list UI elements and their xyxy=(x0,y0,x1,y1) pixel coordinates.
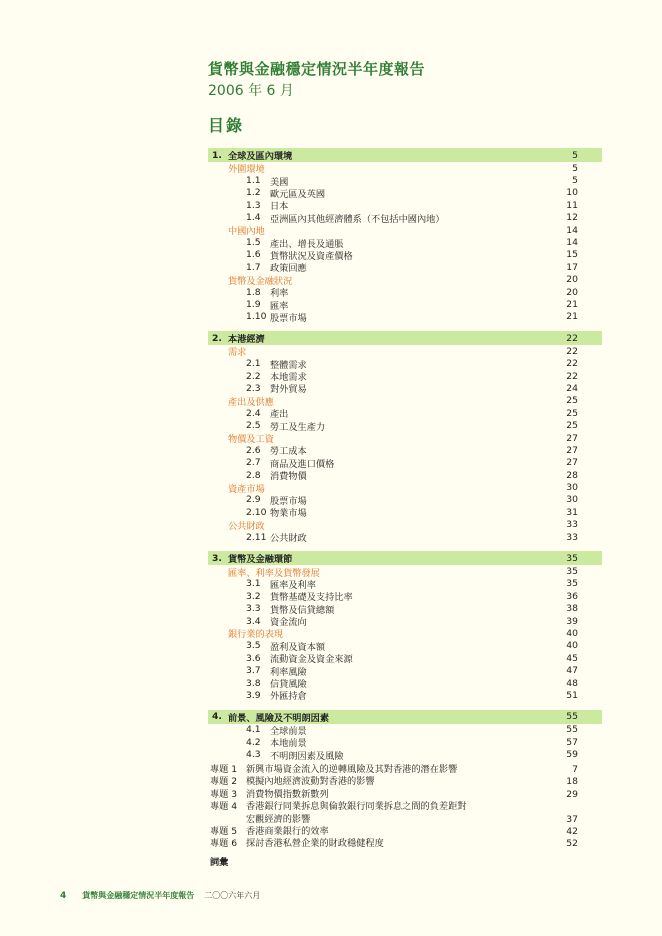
chapter-page: 22 xyxy=(566,332,578,344)
item-number: 1.4 xyxy=(246,212,261,224)
toc-item[interactable] xyxy=(208,615,602,627)
toc-item[interactable] xyxy=(208,590,602,602)
item-page: 51 xyxy=(566,689,578,701)
item-number: 1.10 xyxy=(246,311,267,323)
box-item[interactable] xyxy=(210,789,602,801)
toc-item[interactable] xyxy=(208,199,602,211)
item-page: 14 xyxy=(566,237,578,249)
item-page: 22 xyxy=(566,370,578,382)
chapter-number: 1. xyxy=(212,149,222,161)
item-number: 1.9 xyxy=(246,298,261,310)
item-page: 31 xyxy=(566,506,578,518)
toc-item[interactable] xyxy=(208,357,602,369)
toc-heading: 目錄 xyxy=(208,116,245,135)
box-list xyxy=(210,764,602,869)
chapter-row[interactable] xyxy=(208,148,602,162)
section-row[interactable] xyxy=(208,519,602,531)
section-page: 35 xyxy=(566,566,578,578)
item-title: 外匯持倉 xyxy=(270,691,307,703)
item-title: 本地前景 xyxy=(270,738,307,750)
box-item[interactable] xyxy=(210,826,602,838)
section-label: 資產市場 xyxy=(228,483,265,495)
item-title: 信貸風險 xyxy=(270,679,307,691)
section-page: 30 xyxy=(566,482,578,494)
box-number: 專題 6 xyxy=(210,838,238,850)
item-page: 17 xyxy=(566,261,578,273)
section-label: 銀行業的表現 xyxy=(228,629,284,641)
item-number: 3.9 xyxy=(246,689,261,701)
chapter-row[interactable] xyxy=(208,710,602,724)
toc-item[interactable] xyxy=(208,531,602,543)
toc-item[interactable] xyxy=(208,724,602,736)
box-number: 專題 5 xyxy=(210,826,238,838)
box-page: 42 xyxy=(566,826,578,838)
item-number: 2.6 xyxy=(246,444,261,456)
footer-title: 貨幣與金融穩定情況半年度報告 xyxy=(82,891,195,900)
table-of-contents xyxy=(208,148,602,761)
item-page: 48 xyxy=(566,677,578,689)
box-title: 探討香港私營企業的財政穩健程度 xyxy=(246,838,384,850)
chapter-row[interactable] xyxy=(208,331,602,345)
section-row[interactable] xyxy=(208,627,602,639)
item-page: 47 xyxy=(566,665,578,677)
item-number: 2.1 xyxy=(246,358,261,370)
section-row[interactable] xyxy=(208,274,602,286)
toc-item[interactable] xyxy=(208,578,602,590)
item-number: 4.1 xyxy=(246,724,261,736)
item-number: 1.5 xyxy=(246,237,261,249)
box-number: 專題 4 xyxy=(210,801,238,813)
item-page: 28 xyxy=(566,469,578,481)
section-label: 匯率、利率及貨幣發展 xyxy=(228,567,320,579)
section-label: 貨幣及金融狀況 xyxy=(228,275,293,287)
box-number: 專題 1 xyxy=(210,764,238,775)
chapter-page: 55 xyxy=(566,711,578,723)
box-item[interactable] xyxy=(210,764,602,776)
section-label: 中國內地 xyxy=(228,226,265,238)
item-page: 35 xyxy=(566,578,578,590)
box-title: 宏觀經濟的影響 xyxy=(246,813,311,825)
box-item[interactable] xyxy=(210,776,602,788)
toc-item[interactable] xyxy=(208,311,602,323)
item-page: 20 xyxy=(566,286,578,298)
item-title: 整體需求 xyxy=(270,359,307,371)
item-title: 利率 xyxy=(270,288,289,300)
toc-item[interactable] xyxy=(208,261,602,273)
chapter-title: 前景、風險及不明朗因素 xyxy=(228,712,330,724)
item-title: 匯率及利率 xyxy=(270,579,316,591)
toc-item[interactable] xyxy=(208,444,602,456)
item-title: 公共財政 xyxy=(270,533,307,545)
item-page: 11 xyxy=(566,199,578,211)
item-page: 36 xyxy=(566,590,578,602)
item-page: 21 xyxy=(566,298,578,310)
item-number: 2.10 xyxy=(246,506,267,518)
item-number: 1.7 xyxy=(246,261,261,273)
item-title: 日本 xyxy=(270,201,289,213)
item-page: 22 xyxy=(566,358,578,370)
item-number: 3.1 xyxy=(246,578,261,590)
item-title: 利率風險 xyxy=(270,666,307,678)
item-number: 3.2 xyxy=(246,590,261,602)
item-page: 30 xyxy=(566,494,578,506)
item-title: 流動資金及資金來源 xyxy=(270,654,353,666)
item-number: 1.3 xyxy=(246,199,261,211)
toc-item[interactable] xyxy=(208,689,602,701)
section-row[interactable] xyxy=(208,395,602,407)
item-title: 股票市場 xyxy=(270,312,307,324)
toc-item[interactable] xyxy=(208,187,602,199)
chapter-number: 4. xyxy=(212,711,222,723)
item-number: 2.9 xyxy=(246,494,261,506)
box-page: 7 xyxy=(572,764,578,775)
section-page: 22 xyxy=(566,345,578,357)
section-row[interactable] xyxy=(208,432,602,444)
item-title: 政策回應 xyxy=(270,263,307,275)
item-number: 3.8 xyxy=(246,677,261,689)
toc-item[interactable] xyxy=(208,603,602,615)
item-title: 對外貿易 xyxy=(270,384,307,396)
box-item[interactable] xyxy=(210,838,602,850)
toc-item[interactable] xyxy=(208,249,602,261)
item-number: 2.5 xyxy=(246,420,261,432)
section-page: 20 xyxy=(566,274,578,286)
section-page: 25 xyxy=(566,395,578,407)
toc-item[interactable] xyxy=(208,736,602,748)
item-title: 美國 xyxy=(270,176,289,188)
item-title: 本地需求 xyxy=(270,372,307,384)
item-page: 45 xyxy=(566,652,578,664)
toc-item[interactable] xyxy=(208,236,602,248)
box-title: 消費物價指數新數列 xyxy=(246,788,329,800)
toc-item[interactable] xyxy=(208,640,602,652)
section-label: 外圍環境 xyxy=(228,164,265,176)
item-page: 24 xyxy=(566,382,578,394)
item-page: 10 xyxy=(566,187,578,199)
report-date: 2006 年 6 月 xyxy=(208,83,294,99)
chapter-title: 貨幣及金融環節 xyxy=(228,554,293,566)
item-page: 40 xyxy=(566,640,578,652)
item-page: 39 xyxy=(566,615,578,627)
section-row[interactable] xyxy=(208,345,602,357)
item-number: 2.3 xyxy=(246,382,261,394)
item-page: 12 xyxy=(566,212,578,224)
item-page: 27 xyxy=(566,457,578,469)
toc-item[interactable] xyxy=(208,419,602,431)
page-footer xyxy=(60,890,260,901)
item-title: 勞工成本 xyxy=(270,446,307,458)
box-title: 模擬內地經濟波動對香港的影響 xyxy=(246,776,375,788)
toc-item[interactable] xyxy=(208,298,602,310)
section-label: 物價及工資 xyxy=(228,434,274,446)
item-page: 55 xyxy=(566,724,578,736)
item-number: 1.2 xyxy=(246,187,261,199)
item-title: 產出、增長及通脹 xyxy=(270,238,344,250)
toc-item[interactable] xyxy=(208,212,602,224)
section-page: 27 xyxy=(566,432,578,444)
item-number: 1.6 xyxy=(246,249,261,261)
section-page: 5 xyxy=(572,162,578,174)
item-title: 貨幣狀況及資產價格 xyxy=(270,250,353,262)
item-number: 1.8 xyxy=(246,286,261,298)
section-row[interactable] xyxy=(208,481,602,493)
item-page: 25 xyxy=(566,420,578,432)
item-number: 2.8 xyxy=(246,469,261,481)
item-title: 股票市場 xyxy=(270,495,307,507)
item-title: 商品及進口價格 xyxy=(270,458,335,470)
box-page: 52 xyxy=(566,838,578,850)
section-row[interactable] xyxy=(208,224,602,236)
item-page: 21 xyxy=(566,311,578,323)
toc-item[interactable] xyxy=(208,469,602,481)
item-number: 3.5 xyxy=(246,640,261,652)
item-page: 57 xyxy=(566,736,578,748)
chapter-title: 本港經濟 xyxy=(228,334,265,346)
section-label: 公共財政 xyxy=(228,520,265,532)
box-item[interactable] xyxy=(210,814,602,826)
item-title: 盈利及資本額 xyxy=(270,641,326,653)
item-title: 物業市場 xyxy=(270,508,307,520)
item-number: 1.1 xyxy=(246,175,261,187)
box-number: 專題 3 xyxy=(210,788,238,800)
toc-item[interactable] xyxy=(208,506,602,518)
toc-item[interactable] xyxy=(208,677,602,689)
section-row[interactable] xyxy=(208,162,602,174)
item-page: 15 xyxy=(566,249,578,261)
item-page: 5 xyxy=(572,175,578,187)
toc-item[interactable] xyxy=(208,664,602,676)
chapter-title: 全球及區內環境 xyxy=(228,151,293,162)
toc-item[interactable] xyxy=(208,382,602,394)
report-title: 貨幣與金融穩定情況半年度報告 xyxy=(208,60,426,78)
box-page: 37 xyxy=(566,813,578,825)
item-page: 33 xyxy=(566,531,578,543)
footer-page-number: 4 xyxy=(60,890,67,901)
item-number: 2.7 xyxy=(246,457,261,469)
box-page: 29 xyxy=(566,788,578,800)
chapter-row[interactable] xyxy=(208,551,602,565)
section-page: 14 xyxy=(566,224,578,236)
glossary-link[interactable]: 詞彙 xyxy=(210,856,229,868)
chapter-page: 5 xyxy=(572,149,578,161)
toc-item[interactable] xyxy=(208,494,602,506)
section-label: 產出及供應 xyxy=(228,396,274,408)
toc-item[interactable] xyxy=(208,370,602,382)
chapter-page: 35 xyxy=(566,552,578,564)
item-number: 3.6 xyxy=(246,652,261,664)
item-number: 2.11 xyxy=(246,531,267,543)
item-title: 貨幣基礎及支持比率 xyxy=(270,592,353,604)
toc-item[interactable] xyxy=(208,748,602,760)
item-title: 不明朗因素及風險 xyxy=(270,750,344,762)
toc-item[interactable] xyxy=(208,286,602,298)
toc-item[interactable] xyxy=(208,457,602,469)
item-number: 2.4 xyxy=(246,407,261,419)
item-title: 歐元區及英國 xyxy=(270,188,326,200)
item-number: 3.7 xyxy=(246,665,261,677)
item-number: 3.4 xyxy=(246,615,261,627)
section-label: 需求 xyxy=(228,347,247,359)
box-item[interactable] xyxy=(210,801,602,813)
toc-item[interactable] xyxy=(208,407,602,419)
item-title: 勞工及生產力 xyxy=(270,421,326,433)
box-page: 18 xyxy=(566,776,578,788)
item-page: 25 xyxy=(566,407,578,419)
box-title: 香港銀行同業拆息與倫敦銀行同業拆息之間的負差距對 xyxy=(246,801,467,813)
footer-date: 二〇〇六年六月 xyxy=(204,891,261,900)
toc-item[interactable] xyxy=(208,652,602,664)
item-page: 27 xyxy=(566,444,578,456)
section-row[interactable] xyxy=(208,565,602,577)
box-number: 專題 2 xyxy=(210,776,238,788)
item-title: 貨幣及信貸總額 xyxy=(270,604,335,616)
item-page: 38 xyxy=(566,603,578,615)
item-title: 全球前景 xyxy=(270,725,307,737)
item-title: 資金流向 xyxy=(270,617,307,629)
item-number: 3.3 xyxy=(246,603,261,615)
item-title: 匯率 xyxy=(270,300,289,312)
item-number: 4.2 xyxy=(246,736,261,748)
chapter-number: 2. xyxy=(212,332,222,344)
item-page: 59 xyxy=(566,749,578,761)
item-number: 2.2 xyxy=(246,370,261,382)
box-title: 新興市場資金流入的逆轉風險及其對香港的潛在影響 xyxy=(246,764,458,775)
toc-item[interactable] xyxy=(208,174,602,186)
item-title: 消費物價 xyxy=(270,471,307,483)
section-page: 33 xyxy=(566,519,578,531)
item-title: 產出 xyxy=(270,409,289,421)
item-title: 亞洲區內其他經濟體系（不包括中國內地） xyxy=(270,213,445,225)
chapter-number: 3. xyxy=(212,552,222,564)
item-number: 4.3 xyxy=(246,749,261,761)
section-page: 40 xyxy=(566,627,578,639)
box-title: 香港商業銀行的效率 xyxy=(246,826,329,838)
